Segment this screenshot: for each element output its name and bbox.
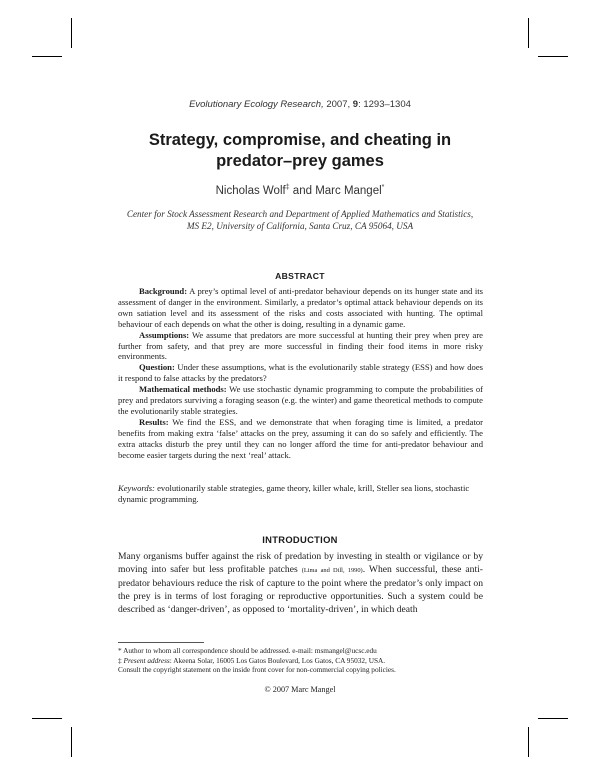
crop-mark-bottom-right	[528, 727, 529, 757]
footnote-present-text: : Akeena Solar, 16005 Los Gatos Boulevard, Los Gatos, CA 95032, USA.	[169, 655, 386, 665]
intro-text-2: . When successful, these anti-predator behaviours reduce the risk of capture to the point where the predator’s only impact on the prey is in terms of lost foraging or reproductive opportunities. Such a system could be described as ‘danger-driven’, as opposed to ‘mortality-driven’, in which death	[118, 564, 484, 615]
author-connector: and	[289, 184, 316, 197]
footnote-correspondence: * Author to whom all correspondence should be addressed. e-mail: msmangel@ucsc.edu	[118, 646, 377, 655]
footnotes	[118, 646, 483, 675]
assumptions-text: We assume that predators are more successful at hunting their prey when prey are further from safety, and that prey are more successful in finding their food items in more risky environments.	[118, 329, 483, 362]
footnote-mark: ‡	[118, 655, 122, 665]
methods-label: Mathematical methods:	[139, 384, 227, 395]
footnote-divider	[118, 642, 204, 643]
title-line-1: Strategy, compromise, and cheating in	[148, 131, 452, 149]
intro-citation: (Lima and Dill, 1990)	[301, 567, 363, 574]
question-label: Question:	[139, 362, 175, 373]
author-1: Nicholas Wolf	[215, 184, 286, 197]
copyright-line: © 2007 Marc Mangel	[264, 685, 336, 694]
crop-mark-bottom-right-horizontal	[538, 718, 568, 719]
crop-mark-top-left-horizontal	[32, 56, 62, 57]
background-text: A prey’s optimal level of anti-predator behaviour depends on its hunger state and its assessment of danger in the environment. Similarly, a predator’s optimal attack behaviour depends on its own satiation level and its assessment of the risks and costs associated with hunting. The optimal behaviour of each depends on what the other is doing, resulting in a dynamic game.	[118, 286, 483, 329]
affiliation-line-1: Center for Stock Assessment Research and Department of Applied Mathematics and Statistics,	[126, 209, 474, 219]
abstract-results	[118, 417, 483, 461]
keywords	[118, 483, 483, 505]
abstract-question	[118, 362, 483, 384]
paper-title	[0, 130, 600, 172]
assumptions-label: Assumptions:	[139, 329, 190, 340]
crop-mark-bottom-left-horizontal	[32, 718, 62, 719]
author-2: Marc Mangel	[315, 184, 382, 197]
results-text: We find the ESS, and we demonstrate that when foraging time is limited, a predator benefits from making extra ‘false’ attacks on the prey, assuming it can do so safely and efficiently. The extra attacks disturb the prey until they can no longer afford the time for anti-predator behaviour and become easier targets during the next ‘real’ attack.	[118, 416, 483, 460]
crop-mark-top-left	[71, 18, 72, 48]
crop-mark-top-right-horizontal	[538, 56, 568, 57]
journal-volume: 9	[352, 99, 359, 110]
author-1-mark: ‡	[285, 184, 290, 191]
journal-year: 2007	[326, 99, 348, 110]
footnote-present-address	[118, 656, 483, 666]
background-label: Background:	[139, 286, 188, 296]
crop-mark-bottom-left	[71, 727, 72, 757]
abstract-heading: ABSTRACT	[275, 271, 325, 281]
keywords-text: evolutionarily stable strategies, game theory, killer whale, krill, Steller sea lions, stochastic dynamic programming.	[118, 483, 470, 504]
author-list	[0, 184, 600, 197]
introduction-paragraph	[118, 550, 483, 616]
keywords-label: Keywords:	[118, 483, 155, 493]
affiliation-line-2: MS E2, University of California, Santa Cruz, CA 95064, USA	[186, 221, 414, 231]
abstract-methods	[118, 384, 483, 417]
question-text: Under these assumptions, what is the evolutionarily stable strategy (ESS) and how does it respond to false attacks by the predators?	[118, 362, 483, 384]
abstract-body	[118, 286, 483, 461]
abstract-background	[118, 286, 483, 330]
footnote-present-label: Present address	[123, 655, 170, 665]
journal-header: Evolutionary Ecology Research, 2007, 9: 1293–1304	[189, 99, 411, 110]
journal-name: Evolutionary Ecology Research	[189, 99, 322, 110]
author-2-mark: *	[381, 184, 385, 191]
introduction-heading: INTRODUCTION	[262, 534, 338, 545]
journal-pages: 1293–1304	[363, 99, 411, 110]
intro-text-1: Many organisms buffer against the risk of predation by investing in stealth or vigilance or by moving into safer but less profitable patches	[118, 551, 483, 575]
footnote-copyright-policy: Consult the copyright statement on the inside front cover for non-commercial copying policies.	[118, 665, 396, 675]
affiliation	[120, 208, 480, 232]
title-line-2: predator–prey games	[216, 152, 384, 170]
results-label: Results:	[139, 416, 169, 427]
abstract-assumptions	[118, 330, 483, 363]
crop-mark-top-right	[528, 18, 529, 48]
methods-text: We use stochastic dynamic programming to compute the probabilities of prey and predators surviving a foraging season (e.g. the winter) and game theoretical methods to compute the evolutionarily stable strategies.	[118, 384, 483, 416]
